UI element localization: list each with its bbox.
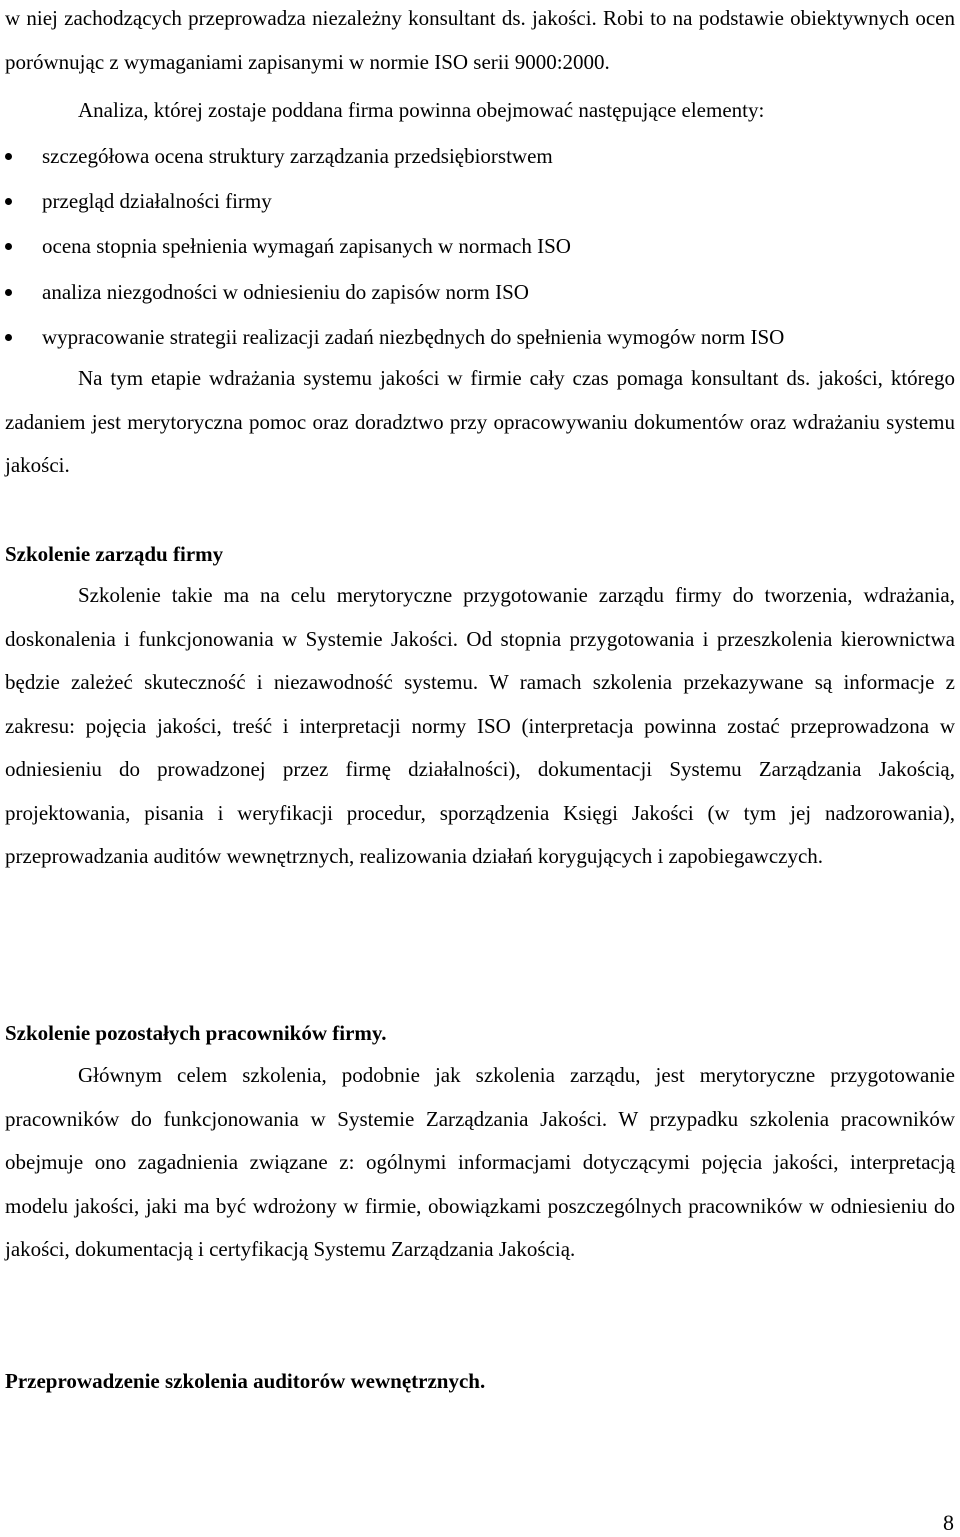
list-item-text: przegląd działalności firmy — [42, 189, 272, 214]
list-item — [5, 179, 955, 224]
list-item — [5, 270, 955, 315]
list-item — [5, 315, 955, 360]
section-heading-staff-training: Szkolenie pozostałych pracowników firmy. — [5, 1021, 387, 1045]
staff-training-paragraph: Głównym celem szkolenia, podobnie jak szkolenia zarządu, jest merytoryczne przygotowanie pracowników do funkcjonowania w Systemie Zarządzania Jakości. W przypadku szkolenia pracowników obejmuje ono zagadnienia związane z: ogólnymi informacjami dotyczącymi pojęcia jakości, interpretacją modelu jakości, jaki ma być wdrożony w firmie, obowiązkami poszczególnych pracowników w odniesieniu do jakości, dokumentacją i certyfikacją Systemu Zarządzania Jakością. — [5, 1063, 955, 1261]
elements-bullet-list — [5, 134, 955, 360]
list-item-text: wypracowanie strategii realizacji zadań niezbędnych do spełnienia wymogów norm ISO — [42, 324, 785, 349]
list-item — [5, 224, 955, 269]
list-item-text: analiza niezgodności w odniesieniu do zapisów norm ISO — [42, 279, 529, 304]
top-paragraph: w niej zachodzących przeprowadza niezależny konsultant ds. jakości. Robi to na podstawie obiektywnych ocen porównując z wymaganiami zapisanymi w normie ISO serii 9000:2000. — [5, 6, 955, 74]
bullet-icon — [5, 289, 12, 296]
list-item-text: szczegółowa ocena struktury zarządzania przedsiębiorstwem — [42, 144, 553, 168]
bullet-icon — [5, 243, 12, 250]
list-item-text: ocena stopnia spełnienia wymagań zapisanych w normach ISO — [42, 234, 571, 259]
bullet-icon — [5, 334, 12, 341]
management-training-paragraph: Szkolenie takie ma na celu merytoryczne przygotowanie zarządu firmy do tworzenia, wdrażania, doskonalenia i funkcjonowania w Systemie Jakości. Od stopnia przygotowania i przeszkolenia kierownictwa będzie zależeć skuteczność i niezawodność systemu. W ramach szkolenia przekazywane są informacje z zakresu: pojęcia jakości, treść i interpretacji normy ISO (interpretacja powinna zostać przeprowadzona w odniesieniu do prowadzonej przez firmę działalności), dokumentacji Systemu Zarządzania Jakością, projektowania, pisania i weryfikacji procedur, sporządzenia Księgi Jakości (w tym jej nadzorowania), przeprowadzania auditów wewnętrznych, realizowania działań korygujących i zapobiegawczych. — [5, 583, 955, 868]
section-heading-management-training: Szkolenie zarządu firmy — [5, 542, 224, 566]
intro-paragraph: Analiza, której zostaje poddana firma powinna obejmować następujące elementy: — [78, 98, 765, 122]
bullet-icon — [5, 198, 12, 205]
section-heading-auditor-training: Przeprowadzenie szkolenia auditorów wewnętrznych. — [5, 1369, 486, 1393]
consultant-paragraph: Na tym etapie wdrażania systemu jakości w firmie cały czas pomaga konsultant ds. jakości, którego zadaniem jest merytoryczna pomoc oraz doradztwo przy opracowywaniu dokumentów oraz wdrażaniu systemu jakości. — [5, 366, 955, 477]
list-item — [5, 134, 955, 179]
page-number: 8 — [943, 1510, 954, 1535]
bullet-icon — [5, 153, 12, 160]
